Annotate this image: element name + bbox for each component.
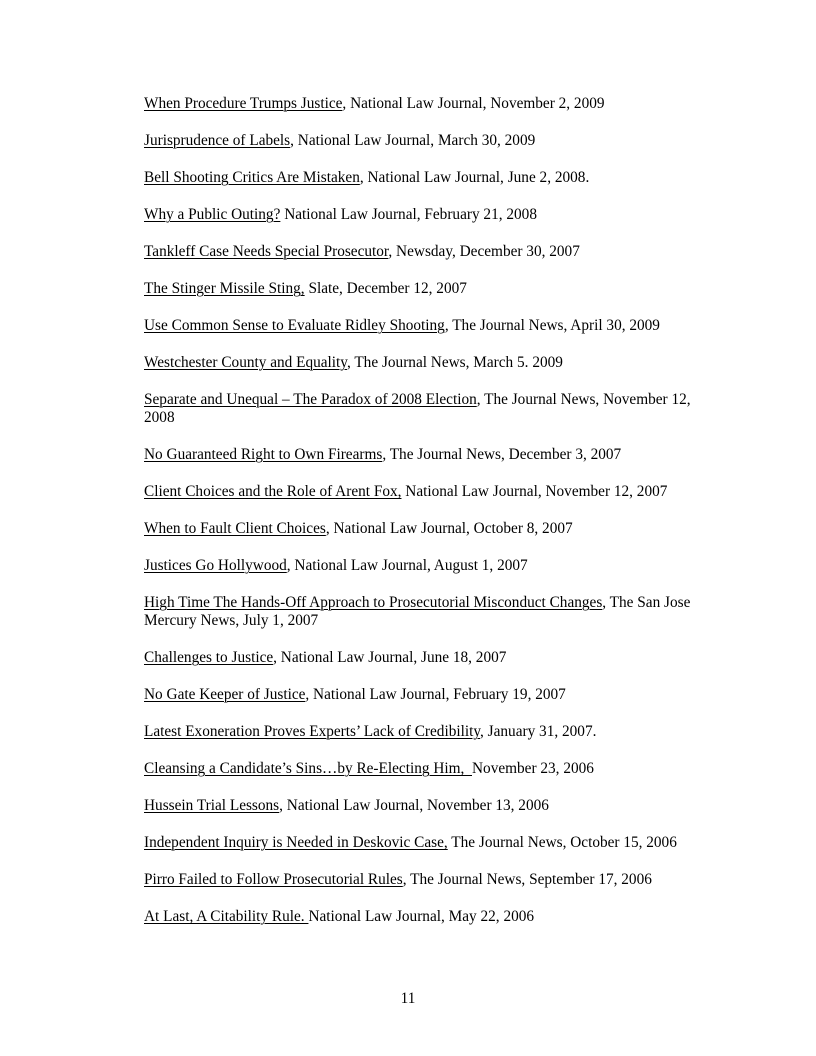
publication-source: , The Journal News, April 30, 2009	[444, 317, 660, 334]
publication-entry	[144, 446, 724, 464]
publication-source: , The Journal News, September 17, 2006	[402, 871, 652, 888]
publication-title: Latest Exoneration Proves Experts’ Lack of Credibility	[144, 723, 481, 740]
publication-title: When Procedure Trumps Justice	[144, 95, 343, 112]
publication-title: At Last, A Citability Rule.	[144, 908, 309, 925]
publication-title: Separate and Unequal – The Paradox of 2008 Election	[144, 391, 477, 408]
publication-source: , The Journal News, March 5. 2009	[346, 354, 563, 371]
publication-title: Cleansing a Candidate’s Sins…by Re-Electing Him,	[144, 760, 472, 777]
publication-title: The Stinger Missile Sting,	[144, 280, 305, 297]
publication-source: , National Law Journal, August 1, 2007	[286, 557, 528, 574]
publication-title: Challenges to Justice	[144, 649, 274, 666]
publication-title: No Gate Keeper of Justice	[144, 686, 306, 703]
publication-source: National Law Journal, February 21, 2008	[280, 206, 537, 223]
publication-entry	[144, 169, 724, 187]
publication-source: , The Journal News, November 12, 2008	[144, 391, 691, 426]
publication-source: , National Law Journal, June 18, 2007	[273, 649, 507, 666]
publication-title: High Time The Hands-Off Approach to Prosecutorial Misconduct Changes	[144, 594, 603, 611]
publication-title: Jurisprudence of Labels	[144, 132, 291, 149]
publication-entry	[144, 686, 724, 704]
page-number: 11	[400, 990, 416, 1007]
publication-entry	[144, 483, 724, 501]
publication-list	[144, 95, 724, 945]
publication-entry	[144, 243, 724, 261]
publication-title: Tankleff Case Needs Special Prosecutor	[144, 243, 389, 260]
publication-entry	[144, 871, 724, 889]
publication-title: Pirro Failed to Follow Prosecutorial Rules	[144, 871, 403, 888]
publication-entry	[144, 797, 724, 815]
publication-title: Westchester County and Equality	[144, 354, 347, 371]
publication-entry	[144, 391, 724, 427]
publication-source: , The San Jose Mercury News, July 1, 2007	[144, 594, 691, 629]
publication-entry	[144, 723, 724, 741]
publication-entry	[144, 95, 724, 113]
publication-source: National Law Journal, November 12, 2007	[401, 483, 668, 500]
publication-entry	[144, 594, 724, 630]
publication-entry	[144, 354, 724, 372]
publication-source: , National Law Journal, November 13, 2006	[279, 797, 549, 814]
publication-title: Hussein Trial Lessons	[144, 797, 280, 814]
publication-title: Bell Shooting Critics Are Mistaken	[144, 169, 360, 186]
publication-source: The Journal News, October 15, 2006	[447, 834, 677, 851]
publication-title: Independent Inquiry is Needed in Deskovic Case,	[144, 834, 448, 851]
publication-source: , National Law Journal, March 30, 2009	[290, 132, 536, 149]
publication-title: Why a Public Outing?	[144, 206, 281, 223]
publication-source: , National Law Journal, November 2, 2009	[342, 95, 605, 112]
publication-source: November 23, 2006	[472, 760, 594, 777]
publication-source: , National Law Journal, June 2, 2008.	[359, 169, 590, 186]
publication-source: , Newsday, December 30, 2007	[388, 243, 580, 260]
publication-entry	[144, 834, 724, 852]
publication-entry	[144, 760, 724, 778]
publication-entry	[144, 206, 724, 224]
publication-source: , National Law Journal, February 19, 2007	[305, 686, 566, 703]
publication-source: National Law Journal, May 22, 2006	[308, 908, 535, 925]
publication-title: Use Common Sense to Evaluate Ridley Shooting	[144, 317, 445, 334]
publication-entry	[144, 280, 724, 298]
publication-title: Client Choices and the Role of Arent Fox,	[144, 483, 402, 500]
publication-source: Slate, December 12, 2007	[304, 280, 467, 297]
publication-entry	[144, 908, 724, 926]
publication-title: No Guaranteed Right to Own Firearms	[144, 446, 383, 463]
publication-source: , The Journal News, December 3, 2007	[382, 446, 622, 463]
publication-title: When to Fault Client Choices	[144, 520, 326, 537]
publication-entry	[144, 520, 724, 538]
publication-entry	[144, 132, 724, 150]
publication-entry	[144, 649, 724, 667]
publication-entry	[144, 317, 724, 335]
publication-title: Justices Go Hollywood	[144, 557, 287, 574]
publication-source: , National Law Journal, October 8, 2007	[325, 520, 573, 537]
publication-entry	[144, 557, 724, 575]
publication-source: , January 31, 2007.	[480, 723, 597, 740]
